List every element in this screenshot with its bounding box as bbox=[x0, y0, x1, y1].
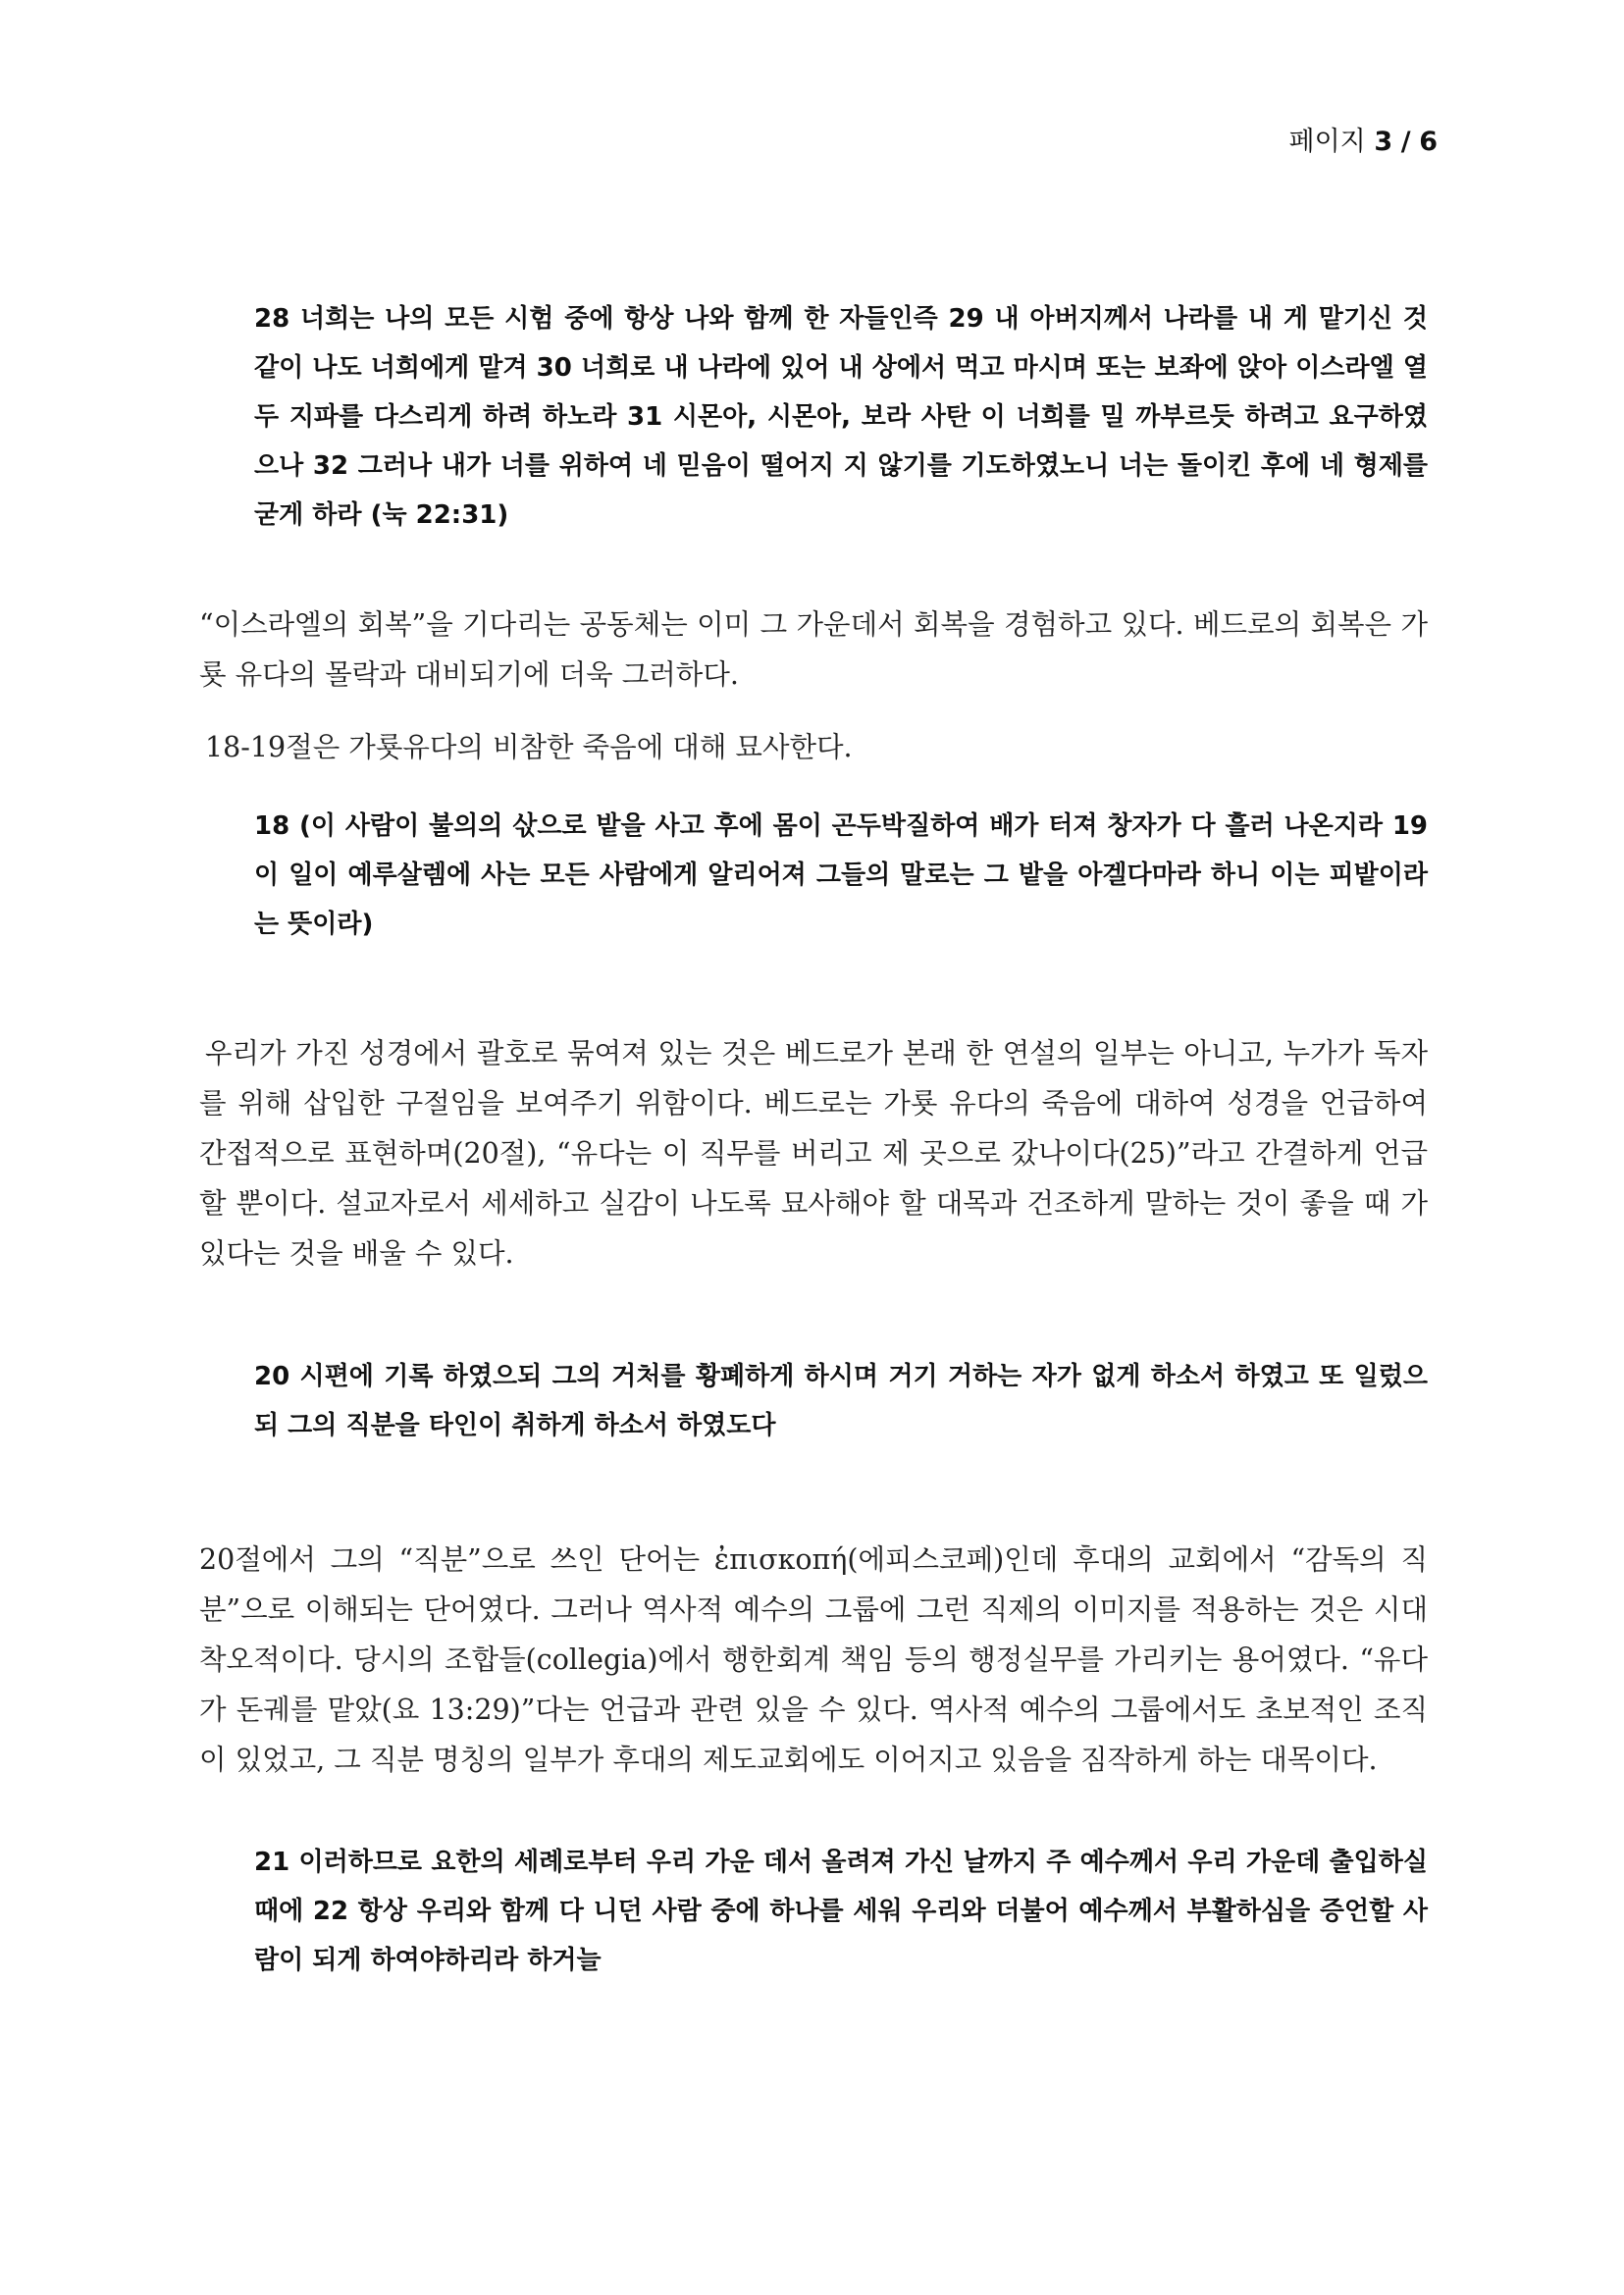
scripture-quote-acts-1-20: 20 시편에 기록 하였으되 그의 거처를 황폐하게 하시며 거기 거하는 자가 없게 하소서 하였고 또 일렀으되 그의 직분을 타인이 취하게 하소서 하였도다 bbox=[254, 1362, 1428, 1440]
page-number-header bbox=[1289, 120, 1439, 158]
scripture-quote-luke-22: 28 너희는 나의 모든 시험 중에 항상 나와 함께 한 자들인즉 29 내 아버지께서 나라를 내 게 맡기신 것 같이 나도 너희에게 맡겨 30 너희로 내 나라에 있어 내 상에서 먹고 마시며 또는 보좌에 앉아 이스라엘 열두 지파를 다스리게 하려 하노라 31 시몬아, 시몬아, 보라 사탄 이 너희를 밀 까부르듯 하려고 요구하였으나 32 그러나 내가 너를 위하여 네 믿음이 떨어지 지 않기를 기도하였노니 너는 돌이킨 후에 네 형제를 굳게 하라 (눅 22:31) bbox=[254, 304, 1428, 530]
page-separator: / bbox=[1400, 127, 1411, 157]
paragraph-parentheses-explanation: 우리가 가진 성경에서 괄호로 묶여져 있는 것은 베드로가 본래 한 연설의 일부는 아니고, 누가가 독자를 위해 삽입한 구절임을 보여주기 위함이다. 베드로는 가룟 유다의 죽음에 대하여 성경을 언급하여 간접적으로 표현하며(20절), “유다는 이 직무를 버리고 제 곳으로 갔나이다(25)”라고 간결하게 언급할 뿐이다. 설교자로서 세세하고 실감이 나도록 묘사해야 할 대목과 건조하게 말하는 것이 좋을 때 가 있다는 것을 배울 수 있다. bbox=[199, 1037, 1428, 1270]
paragraph-judas-death-intro: 18-19절은 가룟유다의 비참한 죽음에 대해 묘사한다. bbox=[205, 731, 853, 763]
page-label: 페이지 bbox=[1288, 127, 1366, 157]
total-page-count: 6 bbox=[1419, 127, 1438, 157]
scripture-quote-acts-1-18: 18 (이 사람이 불의의 삯으로 밭을 사고 후에 몸이 곤두박질하여 배가 터져 창자가 다 흘러 나온지라 19 이 일이 예루살렘에 사는 모든 사람에게 알리어져 그들의 말로는 그 밭을 아겔다마라 하니 이는 피밭이라는 뜻이라) bbox=[254, 811, 1428, 939]
current-page-number: 3 bbox=[1374, 127, 1393, 157]
document-body bbox=[199, 294, 1428, 1985]
paragraph-episkope: 20절에서 그의 “직분”으로 쓰인 단어는 ἐπισκοπή(에피스코페)인데 후대의 교회에서 “감독의 직분”으로 이해되는 단어였다. 그러나 역사적 예수의 그룹에 그런 직제의 이미지를 적용하는 것은 시대착오적이다. 당시의 조합들(collegia)에서 행한회계 책임 등의 행정실무를 가리키는 용어였다. “유다가 돈궤를 맡았(요 13:29)”다는 언급과 관련 있을 수 있다. 역사적 예수의 그룹에서도 초보적인 조직이 있었고, 그 직분 명칭의 일부가 후대의 제도교회에도 이어지고 있음을 짐작하게 하는 대목이다. bbox=[199, 1543, 1428, 1776]
scripture-quote-acts-1-21: 21 이러하므로 요한의 세례로부터 우리 가운 데서 올려져 가신 날까지 주 예수께서 우리 가운데 출입하실 때에 22 항상 우리와 함께 다 니던 사람 중에 하나를 세워 우리와 더불어 예수께서 부활하심을 증언할 사람이 되게 하여야하리라 하거늘 bbox=[254, 1848, 1428, 1975]
paragraph-restoration: “이스라엘의 회복”을 기다리는 공동체는 이미 그 가운데서 회복을 경험하고 있다. 베드로의 회복은 가룟 유다의 몰락과 대비되기에 더욱 그러하다. bbox=[199, 608, 1428, 691]
